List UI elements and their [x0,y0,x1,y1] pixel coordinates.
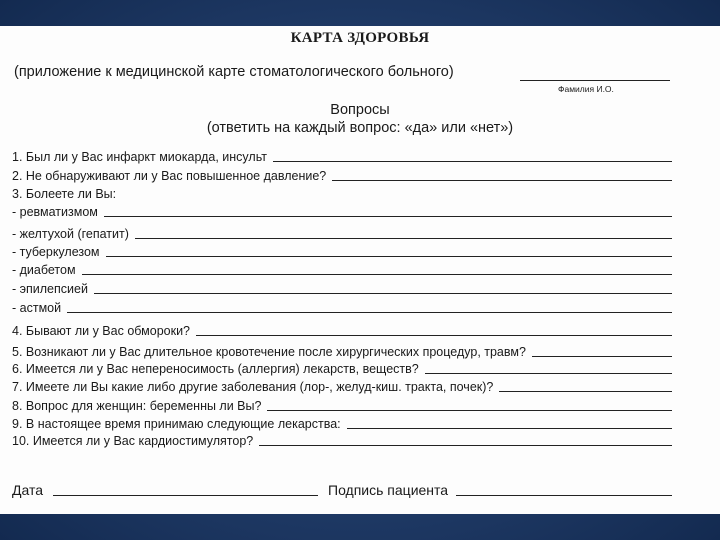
question-text: 6. Имеется ли у Вас непереносимость (аллергия) лекарств, веществ? [12,362,419,376]
question-text: 10. Имеется ли у Вас кардиостимулятор? [12,434,254,448]
question-text: - астмой [12,301,62,315]
question-row [12,377,672,394]
question-text: 3. Болеете ли Вы: [12,187,117,201]
question-text: 8. Вопрос для женщин: беременны ли Вы? [12,399,262,413]
answer-line [106,255,672,257]
question-row [12,147,672,164]
question-text: 5. Возникают ли у Вас длительное кровотечение после хирургических процедур, травм? [12,345,526,359]
question-text: 4. Бывают ли у Вас обмороки? [12,324,191,338]
question-text: 9. В настоящее время принимаю следующие лекарства: [12,417,341,431]
question-row [12,260,672,277]
question-text: 7. Имеете ли Вы какие либо другие заболевания (лор-, желуд-киш. тракта, почек)? [12,380,494,394]
signature-row [12,478,672,498]
question-row [12,396,672,413]
answer-line [499,390,672,392]
answer-line [67,311,672,313]
question-row [12,431,672,448]
answer-line [135,237,672,239]
question-row [12,166,672,183]
question-text: - туберкулезом [12,245,100,259]
answer-line [196,334,672,336]
answer-line [347,427,672,429]
question-row [12,242,672,259]
answer-line [104,215,672,217]
answer-line [332,179,672,181]
questions-instruction: (ответить на каждый вопрос: «да» или «нет») [206,120,514,136]
question-row [12,202,672,219]
question-text: - диабетом [12,263,76,277]
question-text: - желтухой (гепатит) [12,227,129,241]
document-title: КАРТА ЗДОРОВЬЯ [290,30,430,46]
question-row [12,414,672,431]
answer-line [94,292,672,294]
signature-label: Подпись пациента [328,482,449,498]
question-text: 2. Не обнаруживают ли у Вас повышенное давление? [12,169,327,183]
fio-label: Фамилия И.О. [558,84,614,94]
name-line [520,80,670,81]
answer-line [82,273,672,275]
answer-line [267,409,672,411]
answer-line [532,355,672,357]
question-row [12,359,672,376]
question-row [12,279,672,296]
question-text: - ревматизмом [12,205,98,219]
question-text: 1. Был ли у Вас инфаркт миокарда, инсульт [12,150,267,164]
questions-heading: Вопросы [330,102,390,118]
document-subtitle: (приложение к медицинской карте стоматологического больного) [14,64,454,80]
answer-line [273,160,672,162]
answer-line [259,444,672,446]
question-row [12,342,672,359]
question-row [12,298,672,315]
health-card-document [0,26,720,514]
signature-line [456,495,672,496]
question-row [12,224,672,241]
question-row [12,184,672,201]
date-label: Дата [12,482,44,498]
date-line [53,495,318,496]
question-row [12,321,672,338]
question-text: - эпилепсией [12,282,88,296]
answer-line [425,372,672,374]
